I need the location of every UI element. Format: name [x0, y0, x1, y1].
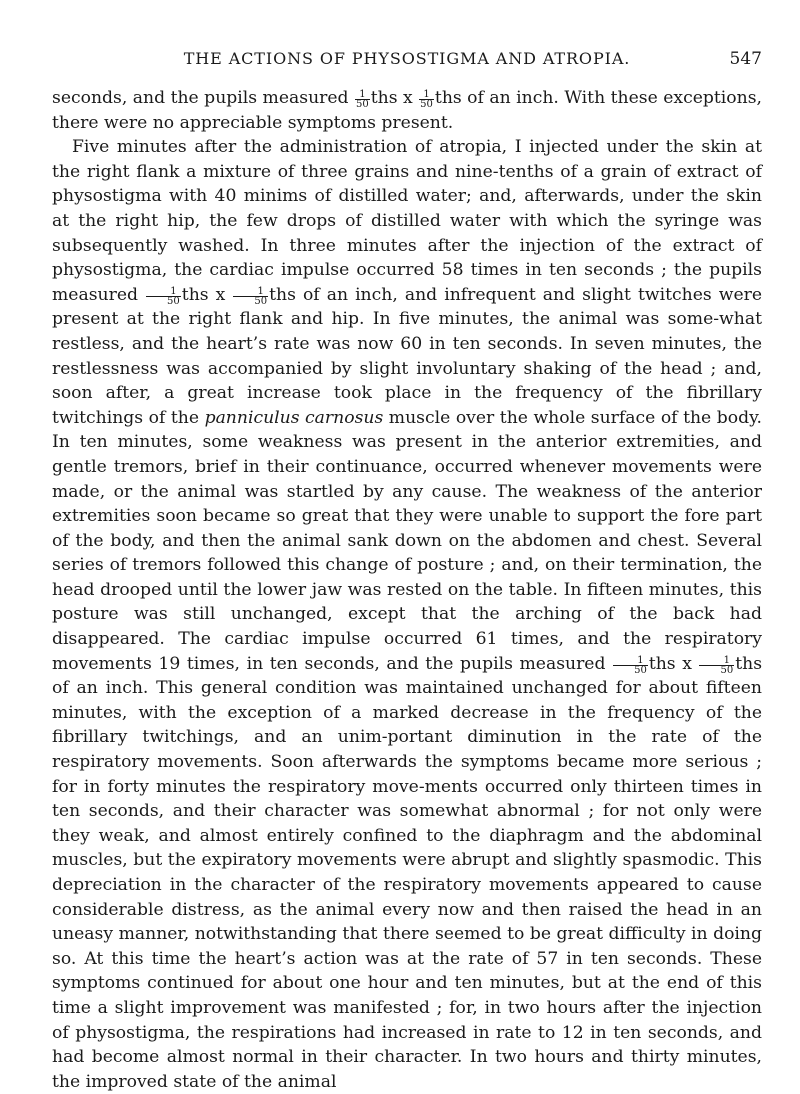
text-run: x: [675, 653, 699, 674]
text-run: x: [208, 284, 233, 305]
text-run: x: [397, 88, 419, 108]
page-number: 547: [729, 49, 762, 69]
fraction-suffix: ths: [370, 88, 398, 108]
text-run: Five minutes after the administration of atropia, I injected under the skin at the right flank a mixture of three grains and nine-tenths of a grain of extract of physostigma with 40 minims of distilled water; and, afterwards, under the skin at the right hip, the few drops of distilled water with which the syringe was subsequently washed. In three minutes after the injection of the extract of physostigma, the cardiac impulse occurred 58 times in ten seconds ; the pupils measured: [52, 137, 762, 305]
fraction: $\frac{1}{50}$: [699, 656, 734, 675]
paragraph-continuation: [52, 86, 762, 135]
body-text: [52, 86, 762, 1094]
fraction: $\frac{1}{50}$: [420, 89, 433, 110]
fraction: $\frac{1}{50}$: [146, 287, 181, 306]
fraction-suffix: ths: [735, 653, 763, 674]
fraction-suffix: ths: [434, 88, 462, 108]
paragraph: [52, 135, 762, 1094]
fraction: $\frac{1}{50}$: [613, 656, 648, 675]
running-title: THE ACTIONS OF PHYSOSTIGMA AND ATROPIA.: [183, 49, 631, 68]
fraction-suffix: ths: [648, 653, 676, 674]
text-run: seconds, and the pupils measured: [52, 88, 355, 108]
latin-term: panniculus carnosus: [204, 407, 384, 428]
text-run: of an inch. This general condition was maintained unchanged for about fifteen minutes, with the exception of a marked decrease in the frequency of the fibrillary twitchings, and an unim-portant diminution in the rate of the respiratory movements. Soon afterwards the symptoms became more serious ; for in forty minutes the respiratory move-ments occurred only thirteen times in ten seconds, and their character was somewhat abnormal ; for not only were they weak, and almost entirely confined to the diaphragm and the abdominal muscles, but the expiratory movements were abrupt and slightly spasmodic. This depreciation in the character of the respiratory movements appeared to cause considerable distress, as the animal every now and then raised the head in an uneasy manner, notwithstanding that there seemed to be great difficulty in doing so. At this time the heart’s action was at the rate of 57 in ten seconds. These symptoms continued for about one hour and ten minutes, but at the end of this time a slight improvement was manifested ; for, in two hours after the injection of physostigma, the respirations had increased in rate to 12 in ten seconds, and had become almost normal in their character. In two hours and thirty minutes, the improved state of the animal: [52, 678, 762, 1092]
text-run: of an inch. With these exceptions, there were no appreciable symptoms present.: [52, 88, 762, 133]
running-head: [52, 47, 762, 71]
text-run: muscle over the whole surface of the body. In ten minutes, some weakness was present in the anterior extremities, and gentle tremors, brief in their continuance, occurred whenever movements were made, or the animal was startled by any cause. The weakness of the anterior extremities soon became so great that they were unable to support the fore part of the body, and then the animal sank down on the abdomen and chest. Several series of tremors followed this change of posture ; and, on their termination, the head drooped until the lower jaw was rested on the table. In fifteen minutes, this posture was still unchanged, except that the arching of the back had disappeared. The cardiac impulse occurred 61 times, and the respiratory movements 19 times, in ten seconds, and the pupils measured: [52, 407, 762, 674]
text-run: of an inch, and infrequent and slight twitches were present at the right flank and hip. In five minutes, the animal was some-what restless, and the heart’s rate was now 60 in ten seconds. In seven minutes, the restlessness was accompanied by slight involuntary shaking of the head ; and, soon after, a great increase took place in the frequency of the fibrillary twitchings of the: [52, 284, 763, 428]
fraction: $\frac{1}{50}$: [356, 89, 369, 110]
fraction-suffix: ths: [269, 284, 296, 305]
fraction: $\frac{1}{50}$: [233, 287, 268, 306]
fraction-suffix: ths: [181, 284, 209, 305]
